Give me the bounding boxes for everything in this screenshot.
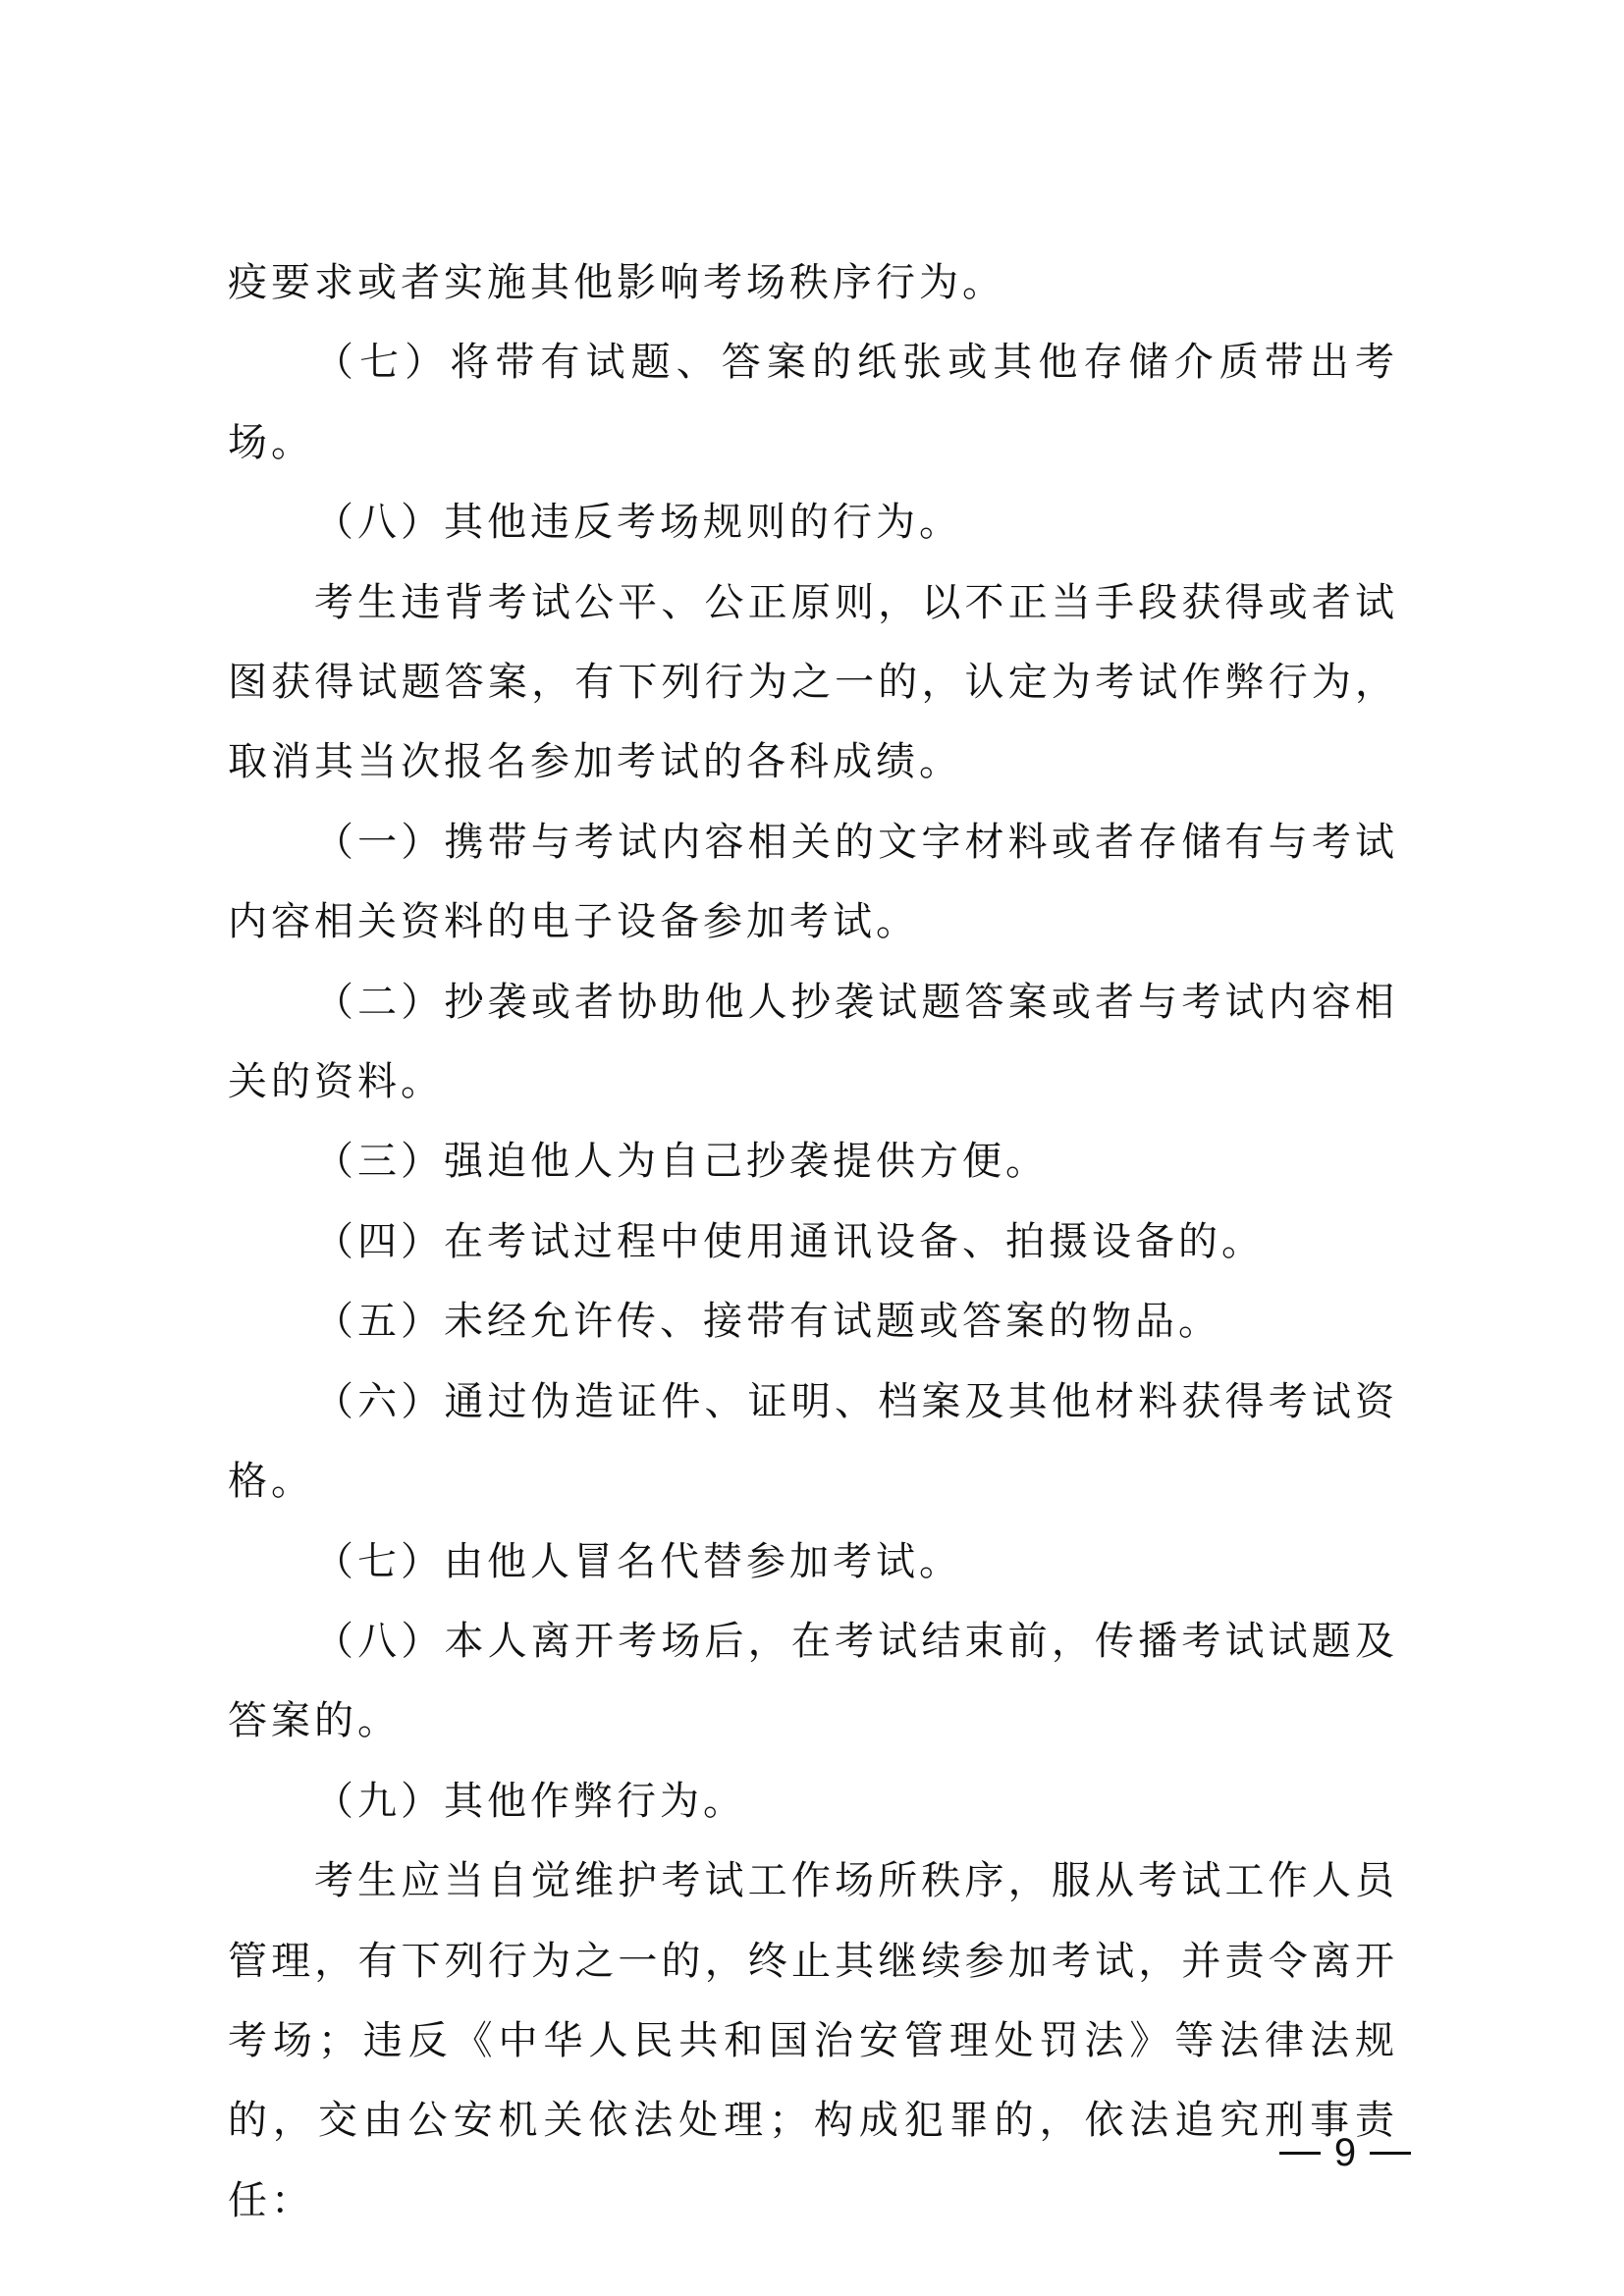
left-dash-decoration xyxy=(1279,2152,1321,2155)
right-dash-decoration xyxy=(1370,2152,1411,2155)
paragraph-continuation: 疫要求或者实施其他影响考场秩序行为。 xyxy=(228,260,1005,305)
paragraph-cheating-item-7: （七）由他人冒名代替参加考试。 xyxy=(314,1538,962,1584)
document-body xyxy=(228,243,1398,2241)
paragraph-cheating-item-2: （二）抄袭或者协助他人抄袭试题答案或者与考试内容相关的资料。 xyxy=(228,979,1398,1105)
page-footer xyxy=(1267,2128,1424,2177)
paragraph-cheating-item-5: （五）未经允许传、接带有试题或答案的物品。 xyxy=(314,1299,1221,1345)
paragraph-order-maintenance: 考生应当自觉维护考试工作场所秩序，服从考试工作人员管理，有下列行为之一的，终止其继续参加考试，并责令离开考场；违反《中华人民共和国治安管理处罚法》等法律法规的，交由公安机关依法处理；构成犯罪的，依法追究刑事责任： xyxy=(228,1858,1398,2223)
page-number: 9 xyxy=(1333,2131,1357,2174)
paragraph-cheating-definition: 考生违背考试公平、公正原则，以不正当手段获得或者试图获得试题答案，有下列行为之一的，认定为考试作弊行为，取消其当次报名参加考试的各科成绩。 xyxy=(228,579,1398,785)
paragraph-cheating-item-9: （九）其他作弊行为。 xyxy=(314,1778,746,1824)
paragraph-cheating-item-3: （三）强迫他人为自己抄袭提供方便。 xyxy=(314,1139,1049,1185)
paragraph-cheating-item-6: （六）通过伪造证件、证明、档案及其他材料获得考试资格。 xyxy=(228,1378,1398,1505)
paragraph-cheating-item-8: （八）本人离开考场后，在考试结束前，传播考试试题及答案的。 xyxy=(228,1618,1398,1744)
paragraph-item-7-remove-materials: （七）将带有试题、答案的纸张或其他存储介质带出考场。 xyxy=(228,340,1398,465)
paragraph-cheating-item-4: （四）在考试过程中使用通讯设备、拍摄设备的。 xyxy=(314,1218,1265,1264)
paragraph-cheating-item-1: （一）携带与考试内容相关的文字材料或者存储有与考试内容相关资料的电子设备参加考试。 xyxy=(228,819,1398,945)
paragraph-item-8-other-violations: （八）其他违反考场规则的行为。 xyxy=(314,500,962,546)
